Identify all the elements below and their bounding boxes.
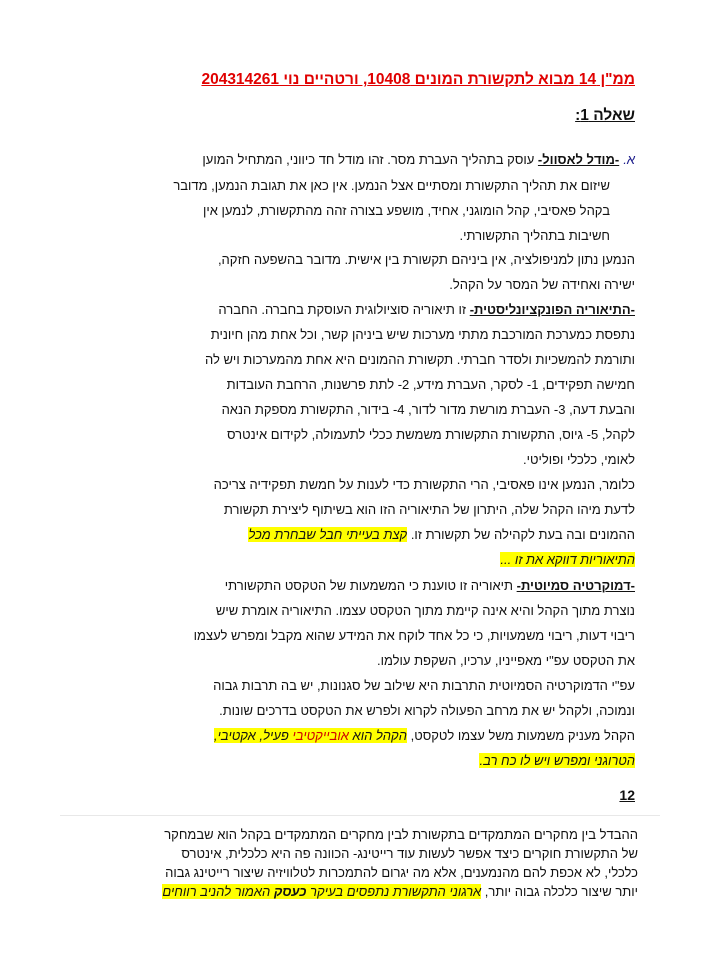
section-b-line-9: לדעת מיהו הקהל שלה, היתרון של התיאוריה הזו הוא בשיתוף ליצירת תקשורת	[223, 502, 635, 517]
section-b-line-11	[500, 552, 635, 568]
section-b-line-2: נתפסת כמערכת המורכבת מתתי מערכות שיש ביניהן קשר, וכל אחת מהן חיונית	[210, 327, 635, 342]
section-c-line-8	[479, 753, 635, 769]
page-divider	[60, 815, 660, 816]
reviewer-comment-3-bold: כעסק	[273, 884, 307, 899]
reviewer-comment-2-a: הקהל הוא	[352, 728, 407, 743]
reviewer-comment-3	[162, 884, 481, 899]
section-a-line-6: ישירה ואחידה של המסר על הקהל.	[449, 277, 635, 292]
reviewer-comment-2-cont: הטרוגני ומפרש ויש לו כח רב.	[479, 753, 635, 768]
section-c-line-7-text: הקהל מעניק משמעות משל עצמו לטקסט,	[410, 728, 635, 743]
bottom-line-3: כלכלי, לא אכפת להם מהנמענים, אלא מה יגרום להתמכרות לטלוויזיה שיצור רייטינג גבוה	[165, 865, 638, 880]
section-b-text: זו תיאוריה סוציולוגית העוסקת בחברה. החברה	[218, 302, 467, 317]
section-c-line-7	[214, 728, 635, 744]
reviewer-comment-3-a: ארגוני התקשורת נתפסים בעיקר	[310, 884, 482, 899]
reviewer-comment-3-b: האמור להניב רווחים	[162, 884, 271, 899]
section-c-line-4: את הטקסט עפ"י מאפייניו, ערכיו, השקפת עולמו.	[376, 653, 635, 668]
section-b-line-1	[218, 302, 635, 318]
section-a-text: עוסק בתהליך העברת מסר. זהו מודל חד כיווני, המתחיל המוען	[202, 152, 535, 167]
section-a-line-3: בקהל פאסיבי, קהל הומוגני, אחיד, מושפע בצורה זהה מהתקשורת, לנמען אין	[202, 203, 610, 218]
bottom-line-1: ההבדל בין מחקרים המתמקדים בתקשורת לבין מחקרים המתמקדים בקהל הוא שבמחקר	[164, 827, 638, 842]
section-b-line-8: כלומר, הנמען אינו פאסיבי, הרי התקשורת כדי לענות על חמשת תפקידיה צריכה	[213, 477, 635, 492]
section-a-heading: -מודל לאסוול-	[537, 152, 620, 167]
section-b-line-10-text: ההמונים ובה בעת לקהילה של תקשורת זו.	[410, 527, 635, 542]
reviewer-comment-2	[214, 728, 407, 743]
section-c-line-2: נוצרת מתוך הקהל והיא אינה קיימת מתוך הטקסט עצמו. התיאוריה אומרת שיש	[215, 603, 635, 618]
section-c-line-1	[225, 578, 635, 594]
section-c-line-3: ריבוי דעות, ריבוי משמעויות, כי כל אחד לוקח את המידע שהוא מקבל ומפרש לעצמו	[193, 628, 635, 643]
section-b-line-3: ותורמת להמשכיות ולסדר חברתי. תקשורת ההמונים היא אחת מהמערכות ויש לה	[204, 352, 635, 367]
section-b-heading: -התיאוריה הפונקציונליסטית-	[469, 302, 635, 317]
section-c-line-6: ונמוכה, ולקהל יש את מרחב הפעולה לקרוא ולפרש את הטקסט בדרכים שונות.	[219, 703, 635, 718]
score: 12	[619, 787, 635, 803]
question-heading: שאלה 1:	[575, 107, 635, 124]
section-a-line-1	[202, 152, 635, 168]
bottom-line-2: של התקשורת חוקרים כיצד אפשר לעשות עוד רייטינג- הכוונה פה היא כלכלית, אינטרס	[181, 846, 638, 861]
section-b-line-5: והבעת דעה, 3- העברת מורשת מדור לדור, 4- בידור, התקשורת מספקת הנאה	[221, 402, 635, 417]
document-title: ממ"ן 14 מבוא לתקשורת המונים 10408, ורטהיים נוי 204314261	[201, 71, 635, 88]
section-a-line-2: שיזום את תהליך התקשורת ומסתיים אצל הנמען. אין כאן את תגובת הנמען, מדובר	[173, 178, 610, 193]
section-b-line-7: לאומי, כלכלי ופוליטי.	[522, 452, 635, 467]
reviewer-comment-2-red: אובייקטיבי	[292, 728, 349, 743]
section-a-line-4: חשיבות בתהליך התקשורתי.	[459, 228, 610, 243]
section-c-heading: -דמוקרטיה סמיוטית-	[516, 578, 635, 593]
section-a-marker: א.	[623, 152, 635, 167]
section-b-line-4: חמישה תפקידים, 1- לסקר, העברת מידע, 2- לתת פרשנות, הרחבת העובדות	[226, 377, 635, 392]
reviewer-comment-2-b: פעיל, אקטיבי,	[213, 728, 289, 743]
section-a-line-5: הנמען נתון למניפולציה, אין ביניהם תקשורת בין אישית. מדובר בהשפעה חזקה,	[217, 252, 635, 267]
bottom-line-4	[162, 884, 638, 900]
bottom-line-4-text: יותר שיצור כלכלה גבוה יותר,	[484, 884, 638, 899]
reviewer-comment-1-cont: התיאוריות דווקא את זו ...	[500, 552, 635, 567]
reviewer-comment-1: קצת בעייתי חבל שבחרת מכל	[248, 527, 408, 542]
section-b-line-10	[248, 527, 635, 543]
section-b-line-6: לקהל, 5- גיוס, התקשורת התקשורת משמשת ככלי לתעמולה, לקידום אינטרס	[227, 427, 635, 442]
section-c-text: תיאוריה זו טוענת כי המשמעות של הטקסט התקשורתי	[224, 578, 513, 593]
section-c-line-5: עפ"י הדמוקרטיה הסמיוטית התרבות היא שילוב של סגנונות, יש בה תרבות גבוה	[213, 678, 635, 693]
